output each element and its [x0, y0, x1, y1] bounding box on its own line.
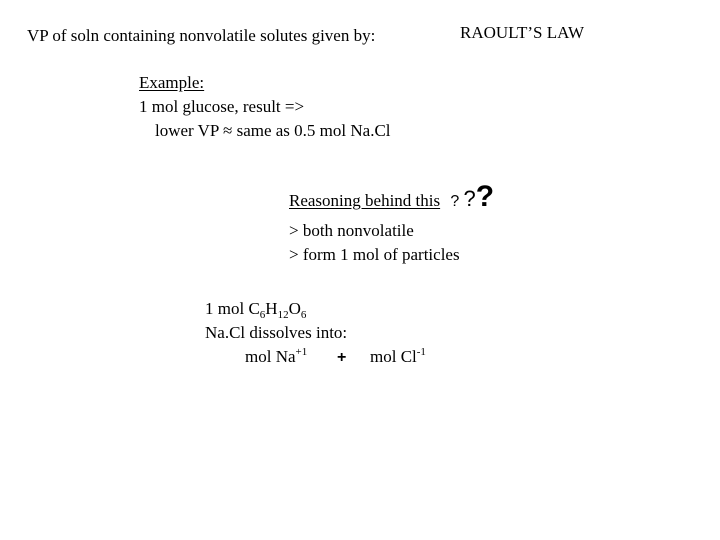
sodium-label: mol Na [245, 347, 296, 366]
question-mark-small: ? [450, 193, 460, 210]
reasoning-heading-row [289, 180, 495, 213]
formula-hydrogen-subscript: 12 [277, 309, 289, 321]
sodium-ion [245, 346, 307, 368]
example-line-1: 1 mol glucose, result => [139, 97, 305, 116]
formula-oxygen-subscript: 6 [300, 309, 307, 321]
formula-prefix: 1 mol [205, 299, 249, 318]
chloride-ion [370, 346, 426, 368]
formula-carbon: C [248, 299, 260, 318]
example-heading: Example: [139, 73, 205, 92]
law-title: RAOULT’S LAW [460, 23, 585, 42]
reasoning-heading: Reasoning behind this [289, 191, 441, 210]
formula-oxygen: O [288, 299, 301, 318]
glucose-formula [205, 298, 306, 320]
chloride-charge: -1 [416, 346, 426, 358]
question-mark-large: ? [475, 180, 495, 213]
plus-symbol: + [337, 349, 347, 366]
formula-carbon-subscript: 6 [259, 309, 266, 321]
dissolve-text: Na.Cl dissolves into: [205, 323, 348, 342]
intro-text: VP of soln containing nonvolatile solutes given by: [27, 26, 376, 45]
example-line-2: lower VP ≈ same as 0.5 mol Na.Cl [155, 121, 391, 140]
plus-sign [337, 346, 346, 369]
chloride-label: mol Cl [370, 347, 417, 366]
reasoning-point-1: > both nonvolatile [289, 221, 414, 240]
sodium-charge: +1 [295, 346, 308, 358]
formula-hydrogen: H [265, 299, 278, 318]
question-mark-medium: ? [463, 186, 476, 211]
reasoning-point-2: > form 1 mol of particles [289, 245, 460, 264]
